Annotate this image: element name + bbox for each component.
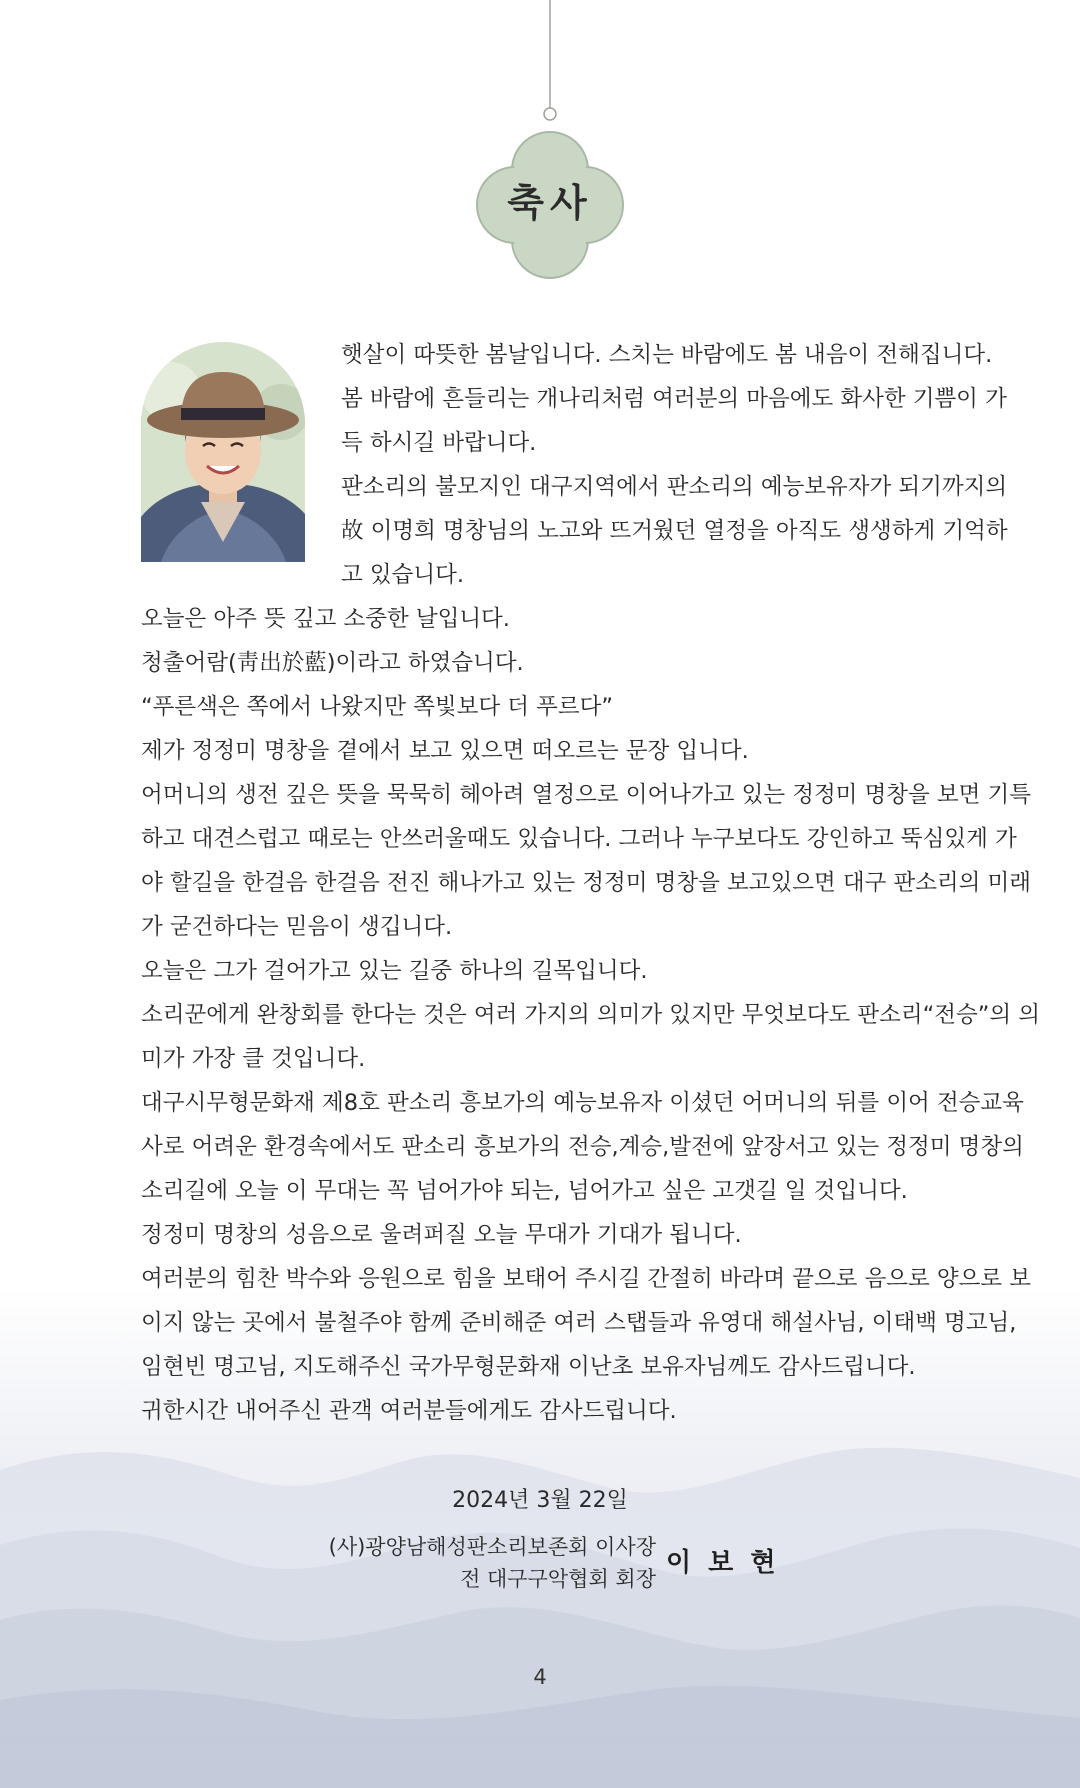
body-line: 미가 가장 클 것입니다. (141, 1046, 366, 1072)
body-line: 제가 정정미 명창을 곁에서 보고 있으면 떠오르는 문장 입니다. (141, 738, 749, 764)
body-line: 사로 어려운 환경속에서도 판소리 흥보가의 전승,계승,발전에 앞장서고 있는 정정미 명창의 (141, 1134, 1024, 1160)
intro-line: 故 이명희 명창님의 노고와 뜨거웠던 열정을 아직도 생생하게 기억하 (341, 518, 1008, 544)
signature-name: 이 보 현 (666, 1548, 780, 1578)
body-line: 이지 않는 곳에서 불철주야 함께 준비해준 여러 스탭들과 유영대 해설사님, 이태백 명고님, (141, 1310, 1017, 1336)
signature-title-1: (사)광양남해성판소리보존회 이사장 (328, 1535, 656, 1559)
intro-line: 득 하시길 바랍니다. (341, 430, 537, 456)
body-line: 오늘은 그가 걸어가고 있는 길중 하나의 길목입니다. (141, 958, 648, 984)
intro-paragraph (341, 333, 1008, 597)
intro-line: 봄 바람에 흔들리는 개나리처럼 여러분의 마음에도 화사한 기쁨이 가 (341, 386, 1007, 412)
body-paragraph (141, 597, 1041, 1433)
quatrefoil-icon (470, 0, 630, 290)
body-line: 여러분의 힘찬 박수와 응원으로 힘을 보태어 주시길 간절히 바라며 끝으로 음으로 양으로 보 (141, 1266, 1032, 1292)
body-line: 정정미 명창의 성음으로 울려퍼질 오늘 무대가 기대가 됩니다. (141, 1222, 742, 1248)
body-line: 오늘은 아주 뜻 깊고 소중한 날입니다. (141, 606, 510, 632)
body-line: “푸른색은 쪽에서 나왔지만 쪽빛보다 더 푸르다” (141, 694, 614, 720)
body-line: 귀한시간 내어주신 관객 여러분들에게도 감사드립니다. (141, 1398, 677, 1424)
intro-line: 고 있습니다. (341, 562, 464, 588)
body-line: 야 할길을 한걸음 한걸음 전진 해나가고 있는 정정미 명창을 보고있으면 대구 판소리의 미래 (141, 870, 1032, 896)
intro-line: 판소리의 불모지인 대구지역에서 판소리의 예능보유자가 되기까지의 (341, 474, 1008, 500)
page-number: 4 (533, 1665, 547, 1689)
body-line: 청출어람(靑出於藍)이라고 하였습니다. (141, 650, 524, 676)
body-line: 가 굳건하다는 믿음이 생깁니다. (141, 914, 453, 940)
letter-date: 2024년 3월 22일 (452, 1488, 628, 1513)
body-line: 하고 대견스럽고 때로는 안쓰러울때도 있습니다. 그러나 누구보다도 강인하고 뚝심있게 가 (141, 826, 1017, 852)
body-line: 임현빈 명고님, 지도해주신 국가무형문화재 이난초 보유자님께도 감사드립니다. (141, 1354, 916, 1380)
intro-line: 햇살이 따뜻한 봄날입니다. 스치는 바람에도 봄 내음이 전해집니다. (341, 342, 993, 368)
body-line: 소리꾼에게 완창회를 한다는 것은 여러 가지의 의미가 있지만 무엇보다도 판소리“전승”의 의 (141, 1002, 1041, 1028)
body-line: 소리길에 오늘 이 무대는 꼭 넘어가야 되는, 넘어가고 싶은 고갯길 일 것입니다. (141, 1178, 908, 1204)
page-title: 축사 (507, 181, 593, 225)
portrait-photo (141, 342, 305, 562)
title-ornament (470, 0, 630, 290)
signature-title-2: 전 대구구악협회 회장 (460, 1567, 656, 1591)
body-line: 대구시무형문화재 제8호 판소리 흥보가의 예능보유자 이셨던 어머니의 뒤를 이어 전승교육 (141, 1090, 1024, 1116)
body-line: 어머니의 생전 깊은 뜻을 묵묵히 헤아려 열정으로 이어나가고 있는 정정미 명창을 보면 기특 (141, 782, 1032, 808)
signature-titles (329, 1531, 656, 1595)
